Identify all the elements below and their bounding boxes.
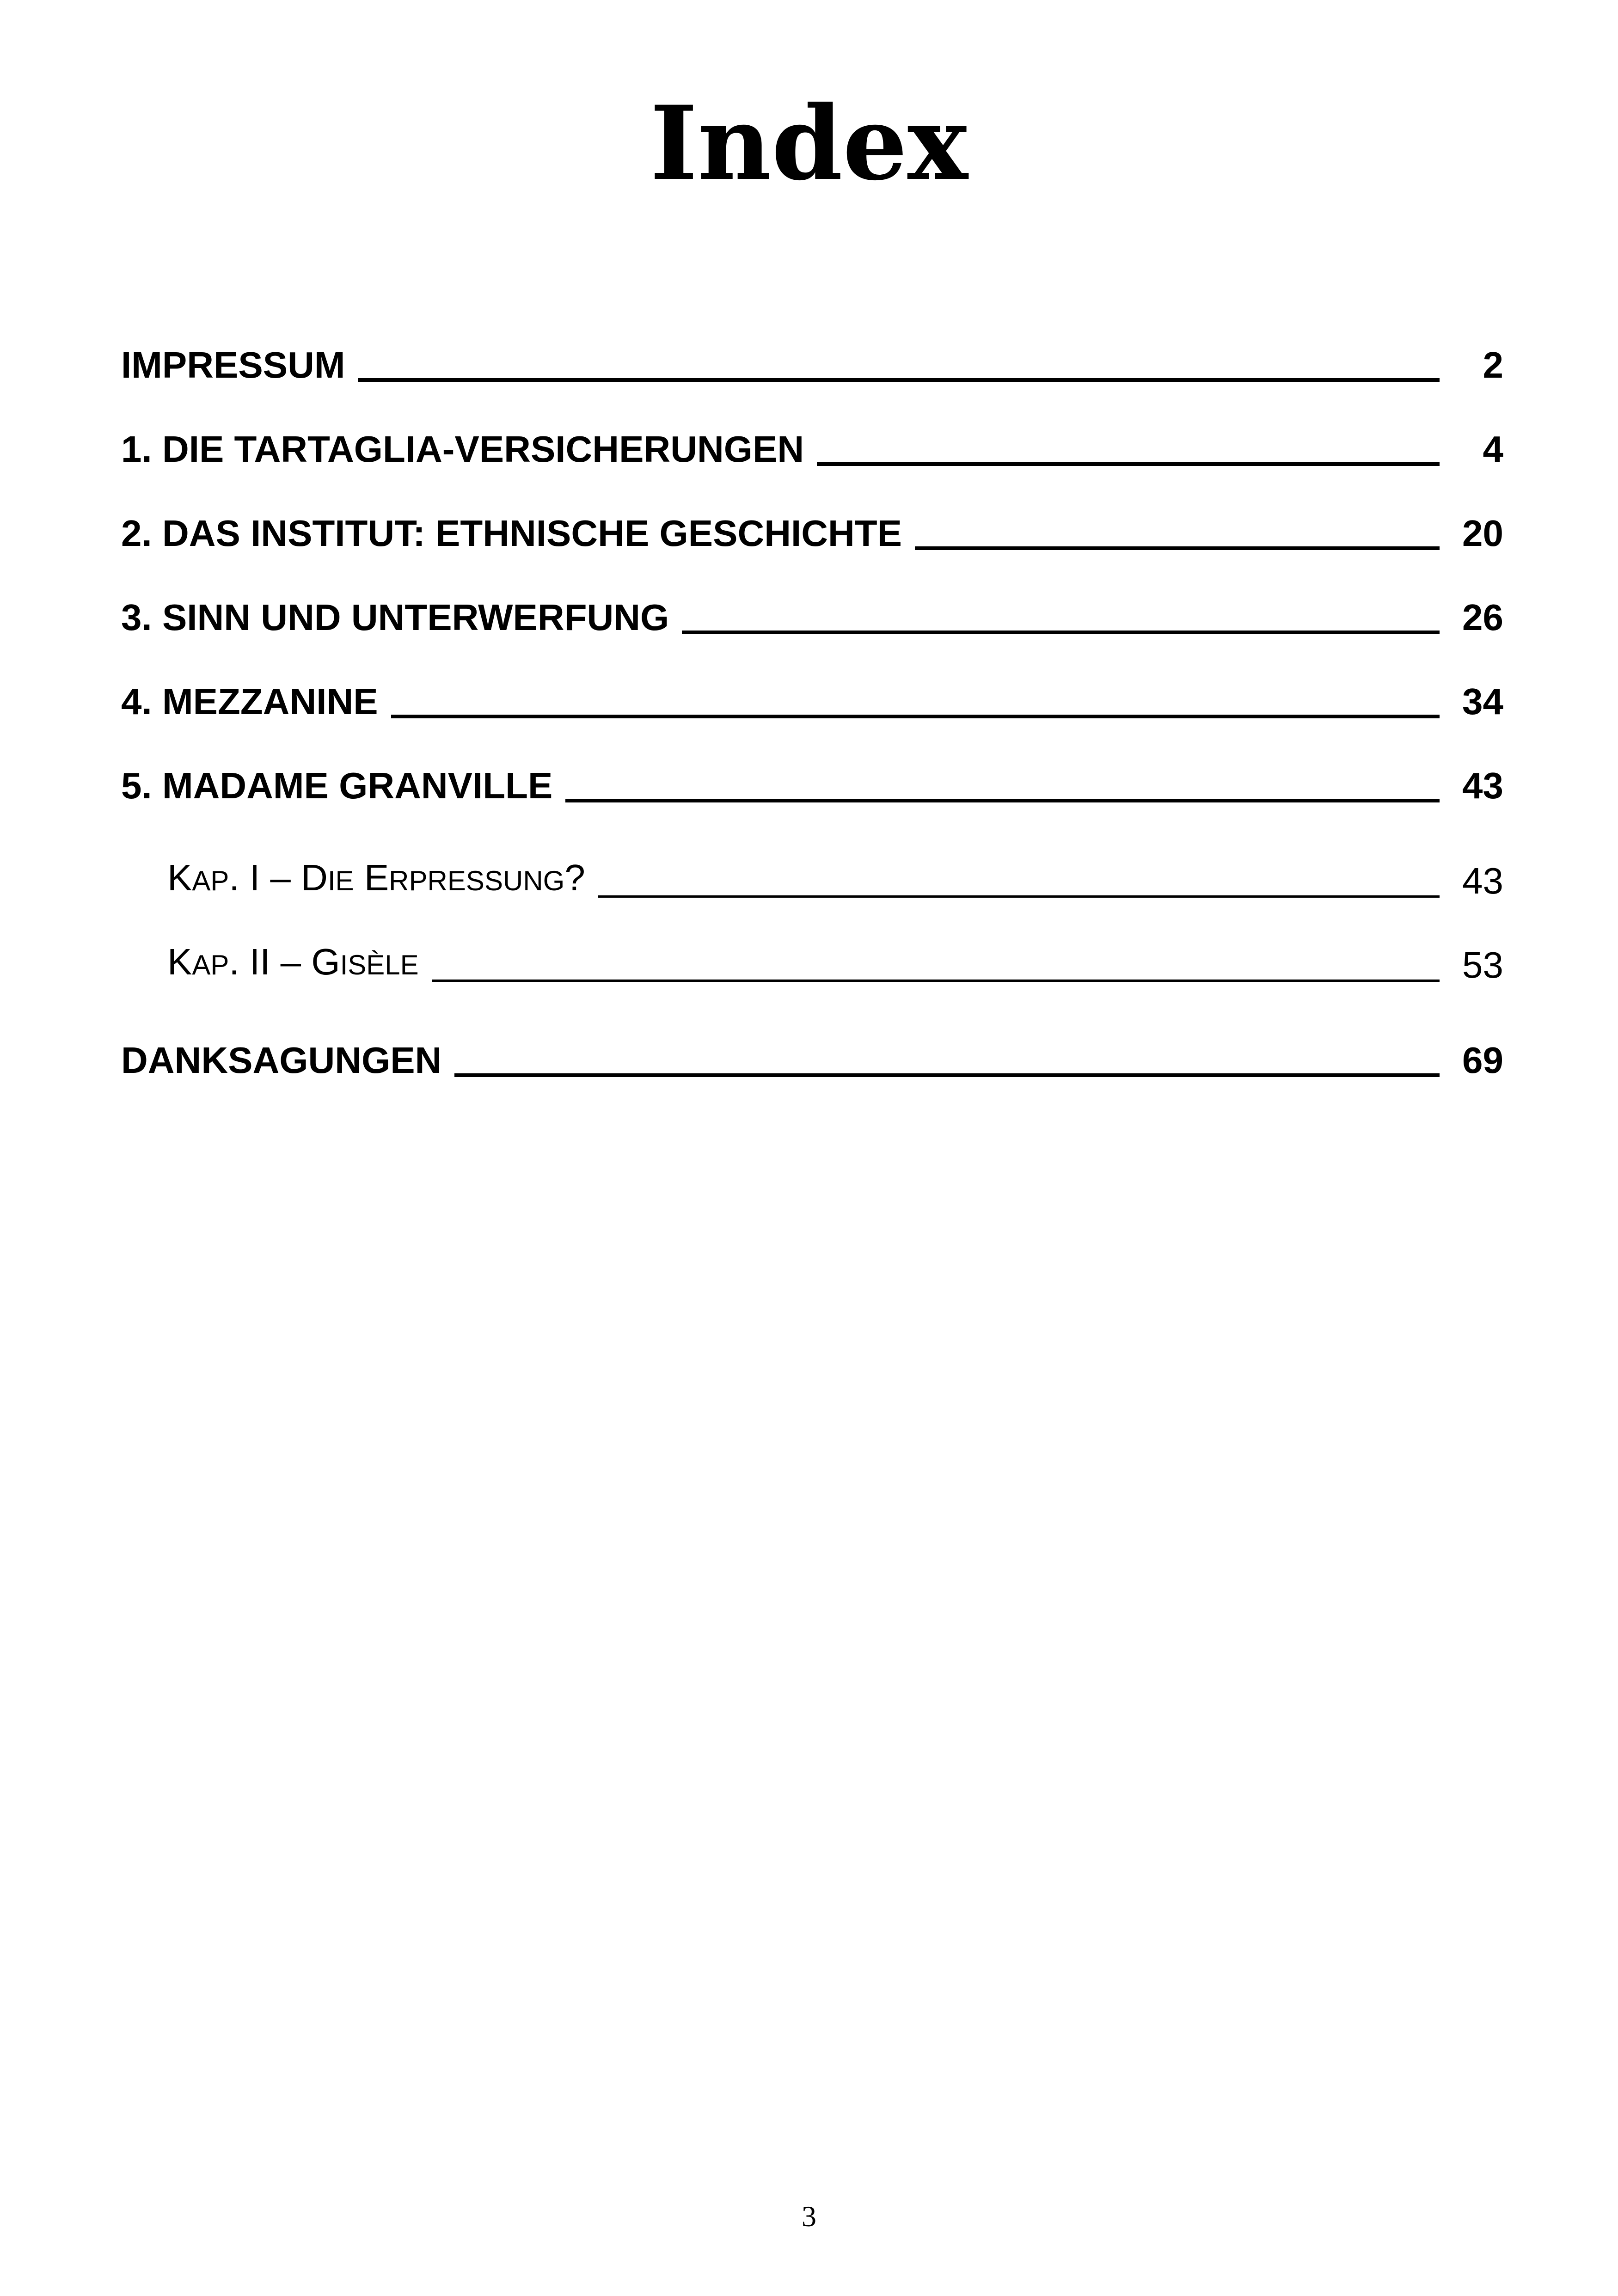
toc-entry-label: DANKSAGUNGEN — [121, 1040, 442, 1081]
toc-entry[interactable] — [121, 501, 1503, 557]
toc-entry-label: 5. MADAME GRANVILLE — [121, 765, 553, 806]
toc-entry[interactable] — [121, 669, 1503, 725]
toc-subentry-label: KAP. II – GISÈLE — [167, 941, 419, 982]
toc-leader-line — [682, 631, 1440, 634]
toc-leader-line — [598, 895, 1440, 898]
toc-subentry[interactable] — [121, 849, 1503, 904]
toc-subentry[interactable] — [121, 933, 1503, 988]
toc-entry[interactable] — [121, 1028, 1503, 1084]
toc-entry-label: 3. SINN UND UNTERWERFUNG — [121, 597, 669, 638]
page-number: 3 — [802, 2200, 816, 2233]
toc-entry-page: 43 — [1462, 765, 1503, 806]
toc-leader-line — [454, 1073, 1440, 1077]
toc-subentry-label: KAP. I – DIE ERPRESSUNG? — [167, 857, 585, 898]
toc-entry-label: 4. MEZZANINE — [121, 681, 378, 722]
toc-leader-line — [391, 715, 1440, 718]
toc-subentry-page: 43 — [1462, 860, 1503, 901]
toc-entry-page: 4 — [1483, 429, 1503, 470]
toc-entry[interactable] — [121, 753, 1503, 809]
toc-entry-page: 69 — [1462, 1040, 1503, 1081]
toc-entry[interactable] — [121, 333, 1503, 388]
toc-entry-page: 2 — [1483, 344, 1503, 386]
toc-leader-line — [565, 799, 1440, 802]
toc-entry[interactable] — [121, 585, 1503, 641]
toc-leader-line — [915, 546, 1440, 550]
toc-leader-line — [358, 378, 1440, 382]
toc-entry-page: 20 — [1462, 513, 1503, 554]
toc-entry[interactable] — [121, 417, 1503, 472]
toc-entry-page: 34 — [1462, 681, 1503, 722]
toc-entry-page: 26 — [1462, 597, 1503, 638]
toc-subentry-page: 53 — [1462, 944, 1503, 986]
page-title: Index — [650, 83, 968, 203]
toc-entry-label: 2. DAS INSTITUT: ETHNISCHE GESCHICHTE — [121, 513, 902, 554]
toc-entry-label: IMPRESSUM — [121, 344, 345, 386]
toc-leader-line — [817, 462, 1440, 466]
toc-leader-line — [432, 980, 1440, 982]
toc-entry-label: 1. DIE TARTAGLIA-VERSICHERUNGEN — [121, 429, 804, 470]
